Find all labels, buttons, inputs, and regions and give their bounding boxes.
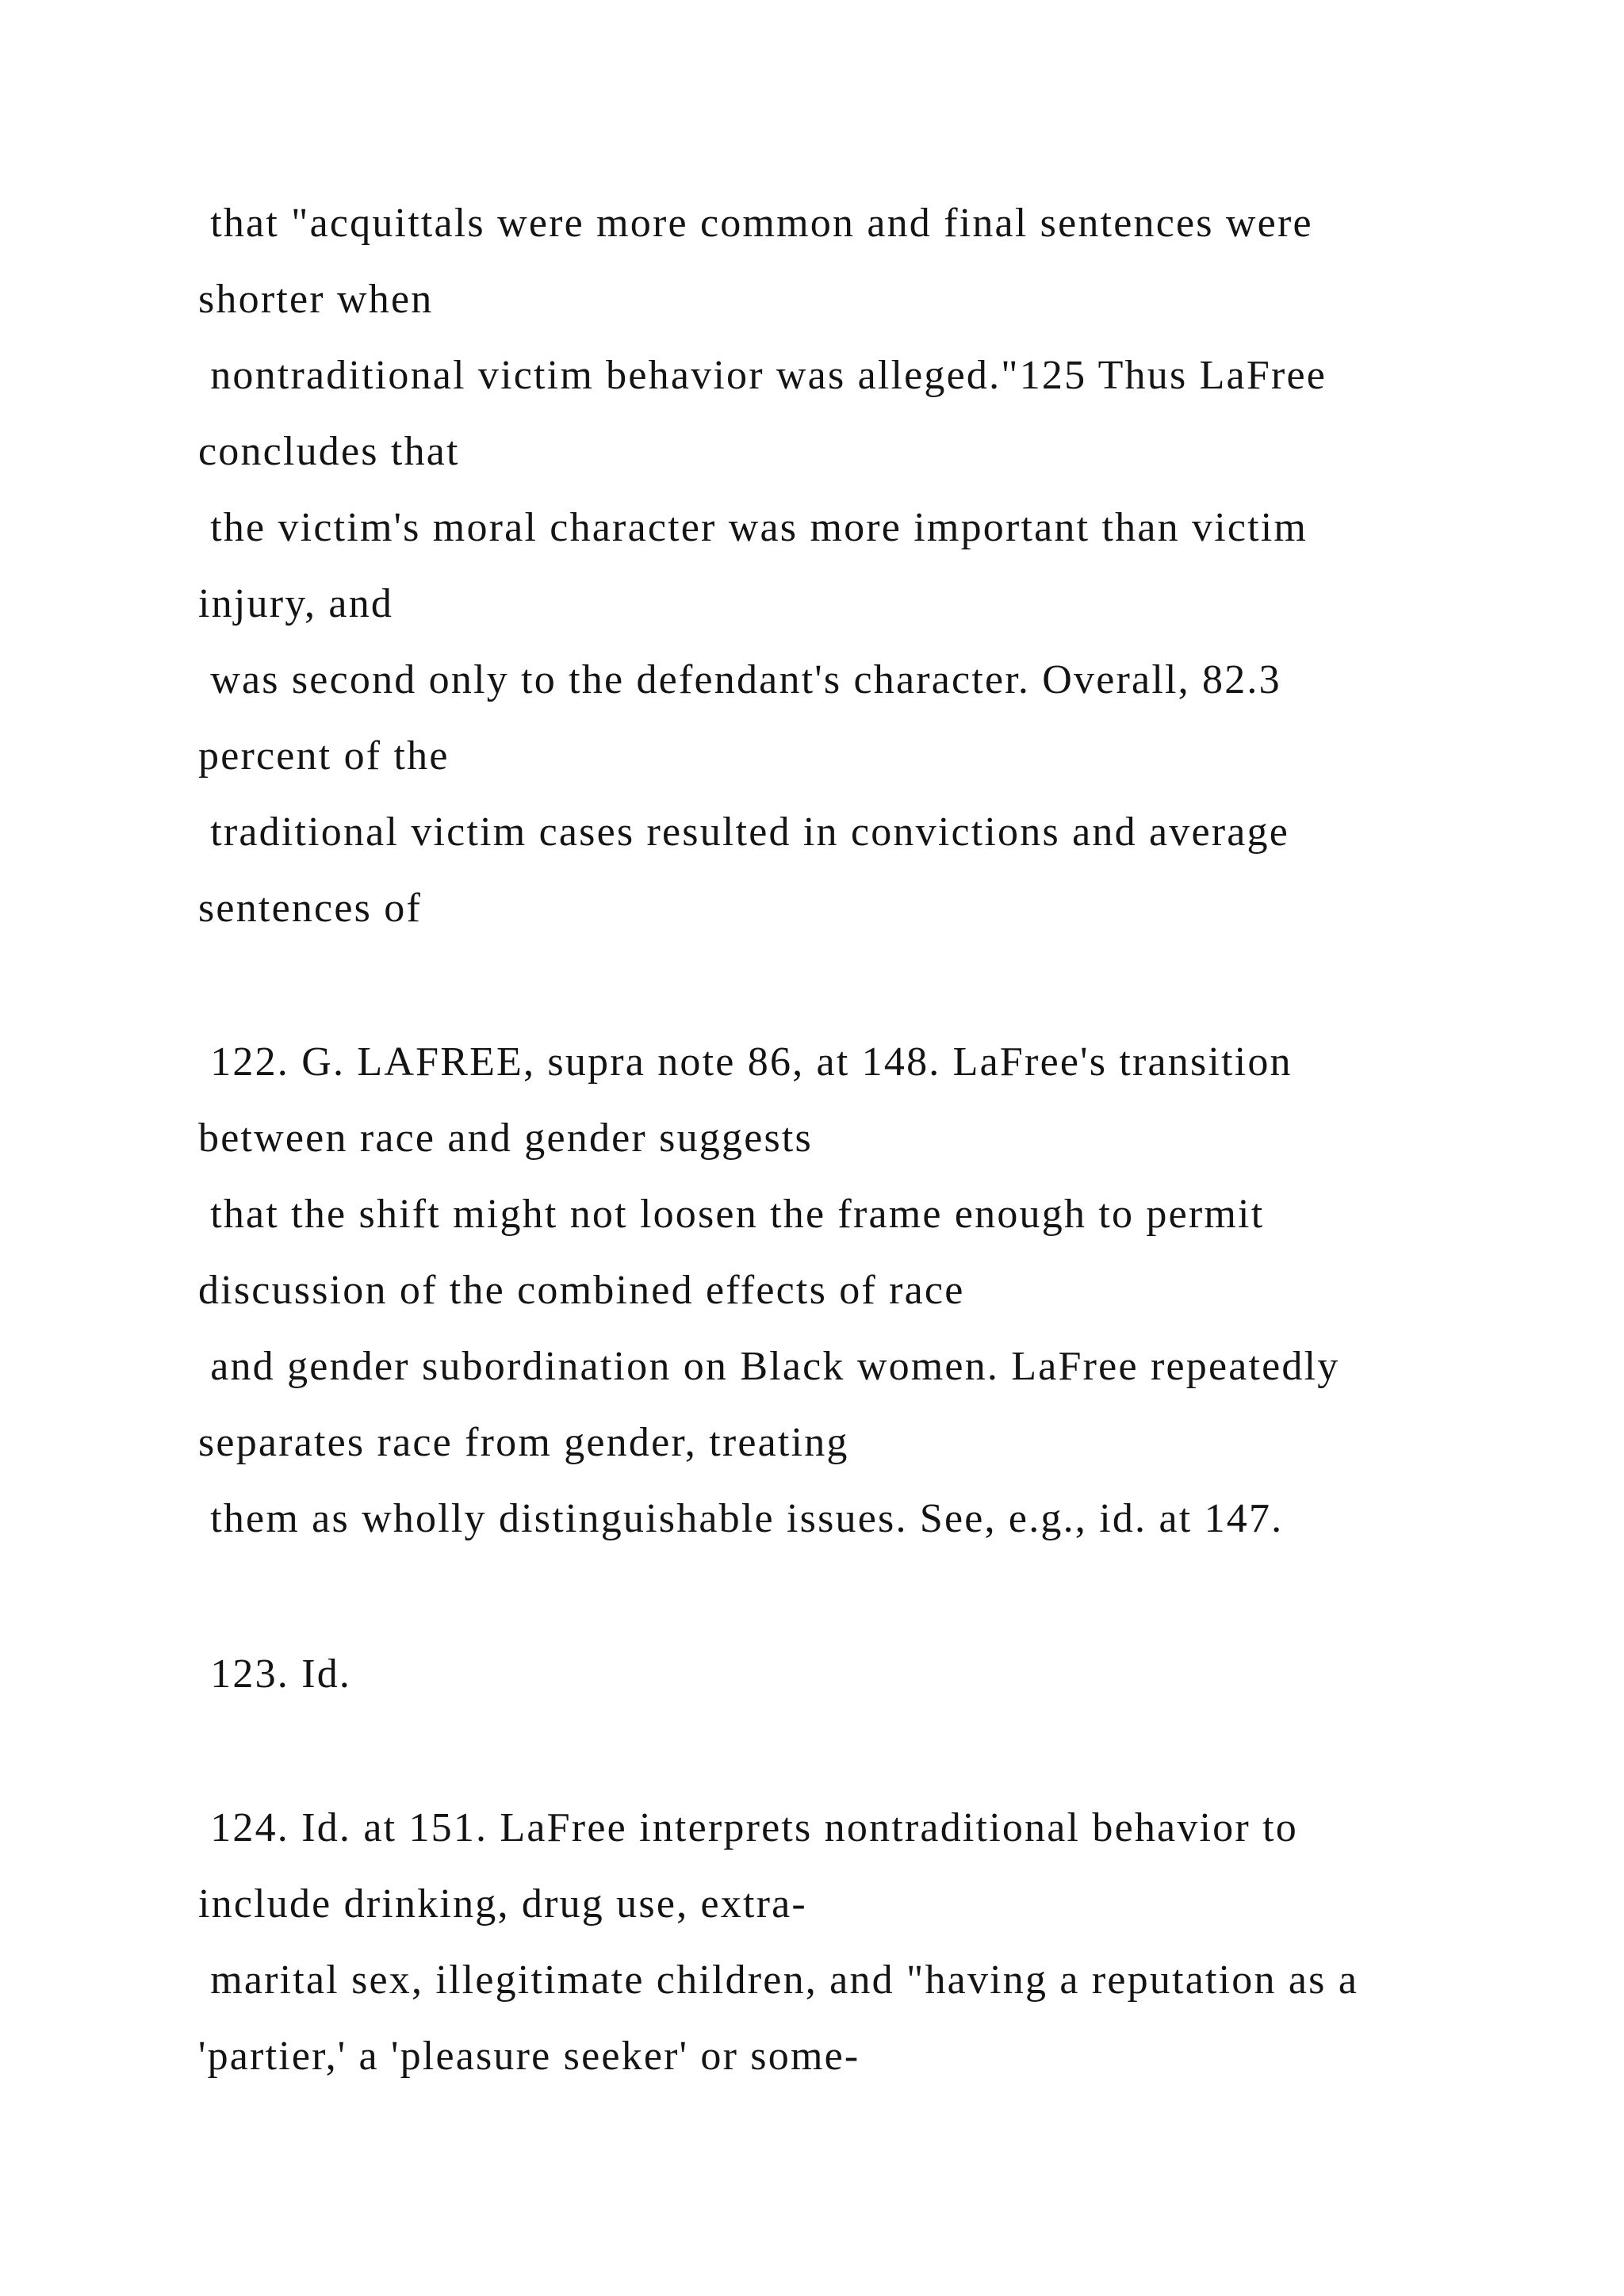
footnote-line: marital sex, illegitimate children, and "having a reputation as a [198,1957,1359,2003]
text-line: that "acquittals were more common and final sentences were [198,201,1313,246]
text-line: traditional victim cases resulted in convictions and average [198,809,1290,855]
text-line: was second only to the defendant's character. Overall, 82.3 [198,657,1281,702]
text-line: sentences of [198,886,422,931]
footnote-line: separates race from gender, treating [198,1420,849,1465]
text-line: concludes that [198,429,460,474]
footnote-line: discussion of the combined effects of race [198,1268,965,1313]
footnote-line: between race and gender suggests [198,1115,813,1161]
text-line: nontraditional victim behavior was alleged."125 Thus LaFree [198,353,1327,398]
footnote-line: 122. G. LAFREE, supra note 86, at 148. LaFree's transition [198,1039,1293,1085]
footnote-line: that the shift might not loosen the frame enough to permit [198,1192,1265,1237]
text-line: shorter when [198,277,434,322]
footnote-line: 124. Id. at 151. LaFree interprets nontraditional behavior to [198,1805,1298,1850]
footnote-line: them as wholly distinguishable issues. See, e.g., id. at 147. [198,1496,1284,1541]
footnote-line: and gender subordination on Black women. LaFree repeatedly [198,1344,1340,1389]
text-line: the victim's moral character was more important than victim [198,505,1308,550]
text-line: injury, and [198,581,394,626]
text-line: percent of the [198,733,450,779]
footnote-line: include drinking, drug use, extra- [198,1881,807,1927]
footnote-line: 123. Id. [198,1651,352,1697]
footnote-line: 'partier,' a 'pleasure seeker' or some- [198,2034,860,2079]
